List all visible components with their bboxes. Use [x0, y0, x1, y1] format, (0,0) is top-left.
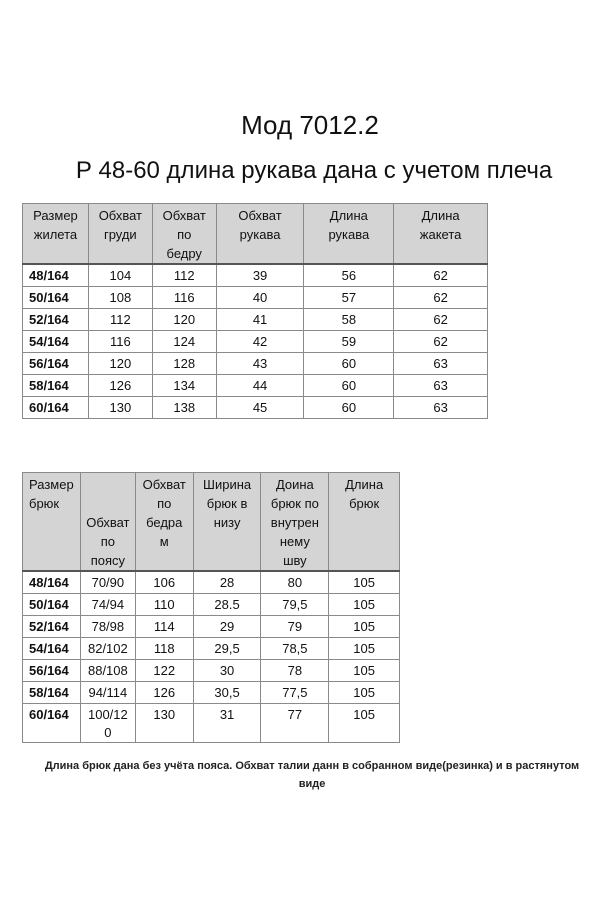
table-cell: 39	[216, 264, 304, 287]
column-header: Размер брюк	[23, 473, 81, 572]
table-cell: 130	[88, 397, 152, 419]
table-cell: 78,5	[261, 638, 329, 660]
table-cell: 62	[394, 331, 488, 353]
table-row	[23, 704, 400, 743]
size-cell: 58/164	[23, 375, 89, 397]
column-header: Обхват груди	[88, 204, 152, 265]
table-cell: 112	[152, 264, 216, 287]
table-cell: 62	[394, 287, 488, 309]
table-cell: 120	[88, 353, 152, 375]
column-header: Ширина брюк в низу	[193, 473, 261, 572]
table-row	[23, 397, 488, 419]
size-cell: 56/164	[23, 353, 89, 375]
table-cell: 40	[216, 287, 304, 309]
table-cell: 60	[304, 353, 394, 375]
column-header: Обхват по поясу	[80, 473, 135, 572]
table-cell: 79	[261, 616, 329, 638]
table-cell: 122	[135, 660, 193, 682]
table-cell: 60	[304, 375, 394, 397]
table-cell: 79,5	[261, 594, 329, 616]
table-cell: 110	[135, 594, 193, 616]
table-cell: 112	[88, 309, 152, 331]
size-cell: 50/164	[23, 594, 81, 616]
size-cell: 54/164	[23, 638, 81, 660]
table-cell: 138	[152, 397, 216, 419]
table-cell: 82/102	[80, 638, 135, 660]
table-cell: 44	[216, 375, 304, 397]
table-cell: 108	[88, 287, 152, 309]
table-cell: 130	[135, 704, 193, 743]
table-cell: 78/98	[80, 616, 135, 638]
column-header: Доина брюк по внутрен нему шву	[261, 473, 329, 572]
table-row	[23, 309, 488, 331]
table-cell: 124	[152, 331, 216, 353]
table-cell: 30,5	[193, 682, 261, 704]
table-cell: 116	[88, 331, 152, 353]
table-cell: 28	[193, 571, 261, 594]
table-cell: 62	[394, 309, 488, 331]
table-cell: 105	[329, 638, 400, 660]
table-cell: 56	[304, 264, 394, 287]
table-cell: 105	[329, 616, 400, 638]
table-cell: 128	[152, 353, 216, 375]
pants-size-table	[22, 472, 400, 743]
table-cell: 126	[135, 682, 193, 704]
table-cell: 105	[329, 682, 400, 704]
table-cell: 30	[193, 660, 261, 682]
column-header: Обхват по бедра м	[135, 473, 193, 572]
table-cell: 60	[304, 397, 394, 419]
table-cell: 74/94	[80, 594, 135, 616]
table-cell: 31	[193, 704, 261, 743]
size-cell: 60/164	[23, 397, 89, 419]
size-cell: 54/164	[23, 331, 89, 353]
table-cell: 57	[304, 287, 394, 309]
size-cell: 48/164	[23, 571, 81, 594]
column-header: Обхват рукава	[216, 204, 304, 265]
table-cell: 88/108	[80, 660, 135, 682]
table-cell: 43	[216, 353, 304, 375]
table-cell: 63	[394, 353, 488, 375]
table-cell: 118	[135, 638, 193, 660]
table-cell: 105	[329, 704, 400, 743]
table-row	[23, 287, 488, 309]
table-cell: 116	[152, 287, 216, 309]
table-cell: 78	[261, 660, 329, 682]
table-cell: 126	[88, 375, 152, 397]
column-header: Длина жакета	[394, 204, 488, 265]
table-cell: 42	[216, 331, 304, 353]
size-cell: 48/164	[23, 264, 89, 287]
size-cell: 52/164	[23, 309, 89, 331]
table-cell: 80	[261, 571, 329, 594]
table-row	[23, 682, 400, 704]
column-header: Длина брюк	[329, 473, 400, 572]
table-cell: 114	[135, 616, 193, 638]
size-cell: 56/164	[23, 660, 81, 682]
table-row	[23, 571, 400, 594]
size-cell: 52/164	[23, 616, 81, 638]
table-row	[23, 264, 488, 287]
table-row	[23, 331, 488, 353]
table-cell: 105	[329, 571, 400, 594]
size-cell: 60/164	[23, 704, 81, 743]
table-header-row	[23, 204, 488, 265]
table-cell: 105	[329, 660, 400, 682]
table-header-row	[23, 473, 400, 572]
table-cell: 100/12 0	[80, 704, 135, 743]
column-header: Обхват по бедру	[152, 204, 216, 265]
table-cell: 29,5	[193, 638, 261, 660]
table-row	[23, 375, 488, 397]
table-cell: 134	[152, 375, 216, 397]
table-cell: 70/90	[80, 571, 135, 594]
table-row	[23, 616, 400, 638]
table-row	[23, 638, 400, 660]
table-cell: 63	[394, 375, 488, 397]
size-range-title: Р 48-60 длина рукава дана с учетом плеча	[75, 157, 553, 184]
table-cell: 28.5	[193, 594, 261, 616]
table-cell: 41	[216, 309, 304, 331]
table-row	[23, 594, 400, 616]
table-cell: 106	[135, 571, 193, 594]
size-cell: 58/164	[23, 682, 81, 704]
table-cell: 58	[304, 309, 394, 331]
table-row	[23, 353, 488, 375]
table-cell: 63	[394, 397, 488, 419]
table-cell: 105	[329, 594, 400, 616]
table-cell: 104	[88, 264, 152, 287]
table-cell: 59	[304, 331, 394, 353]
jacket-size-table	[22, 203, 488, 419]
table-cell: 94/114	[80, 682, 135, 704]
size-cell: 50/164	[23, 287, 89, 309]
table-cell: 45	[216, 397, 304, 419]
table-cell: 77,5	[261, 682, 329, 704]
table-cell: 120	[152, 309, 216, 331]
model-title: Мод 7012.2	[241, 110, 379, 140]
table-cell: 62	[394, 264, 488, 287]
table-row	[23, 660, 400, 682]
table-cell: 77	[261, 704, 329, 743]
column-header: Длина рукава	[304, 204, 394, 265]
table-cell: 29	[193, 616, 261, 638]
footnote: Длина брюк дана без учёта пояса. Обхват талии данн в собранном виде(резинка) и в растянутом виде	[44, 760, 580, 790]
column-header: Размер жилета	[23, 204, 89, 265]
